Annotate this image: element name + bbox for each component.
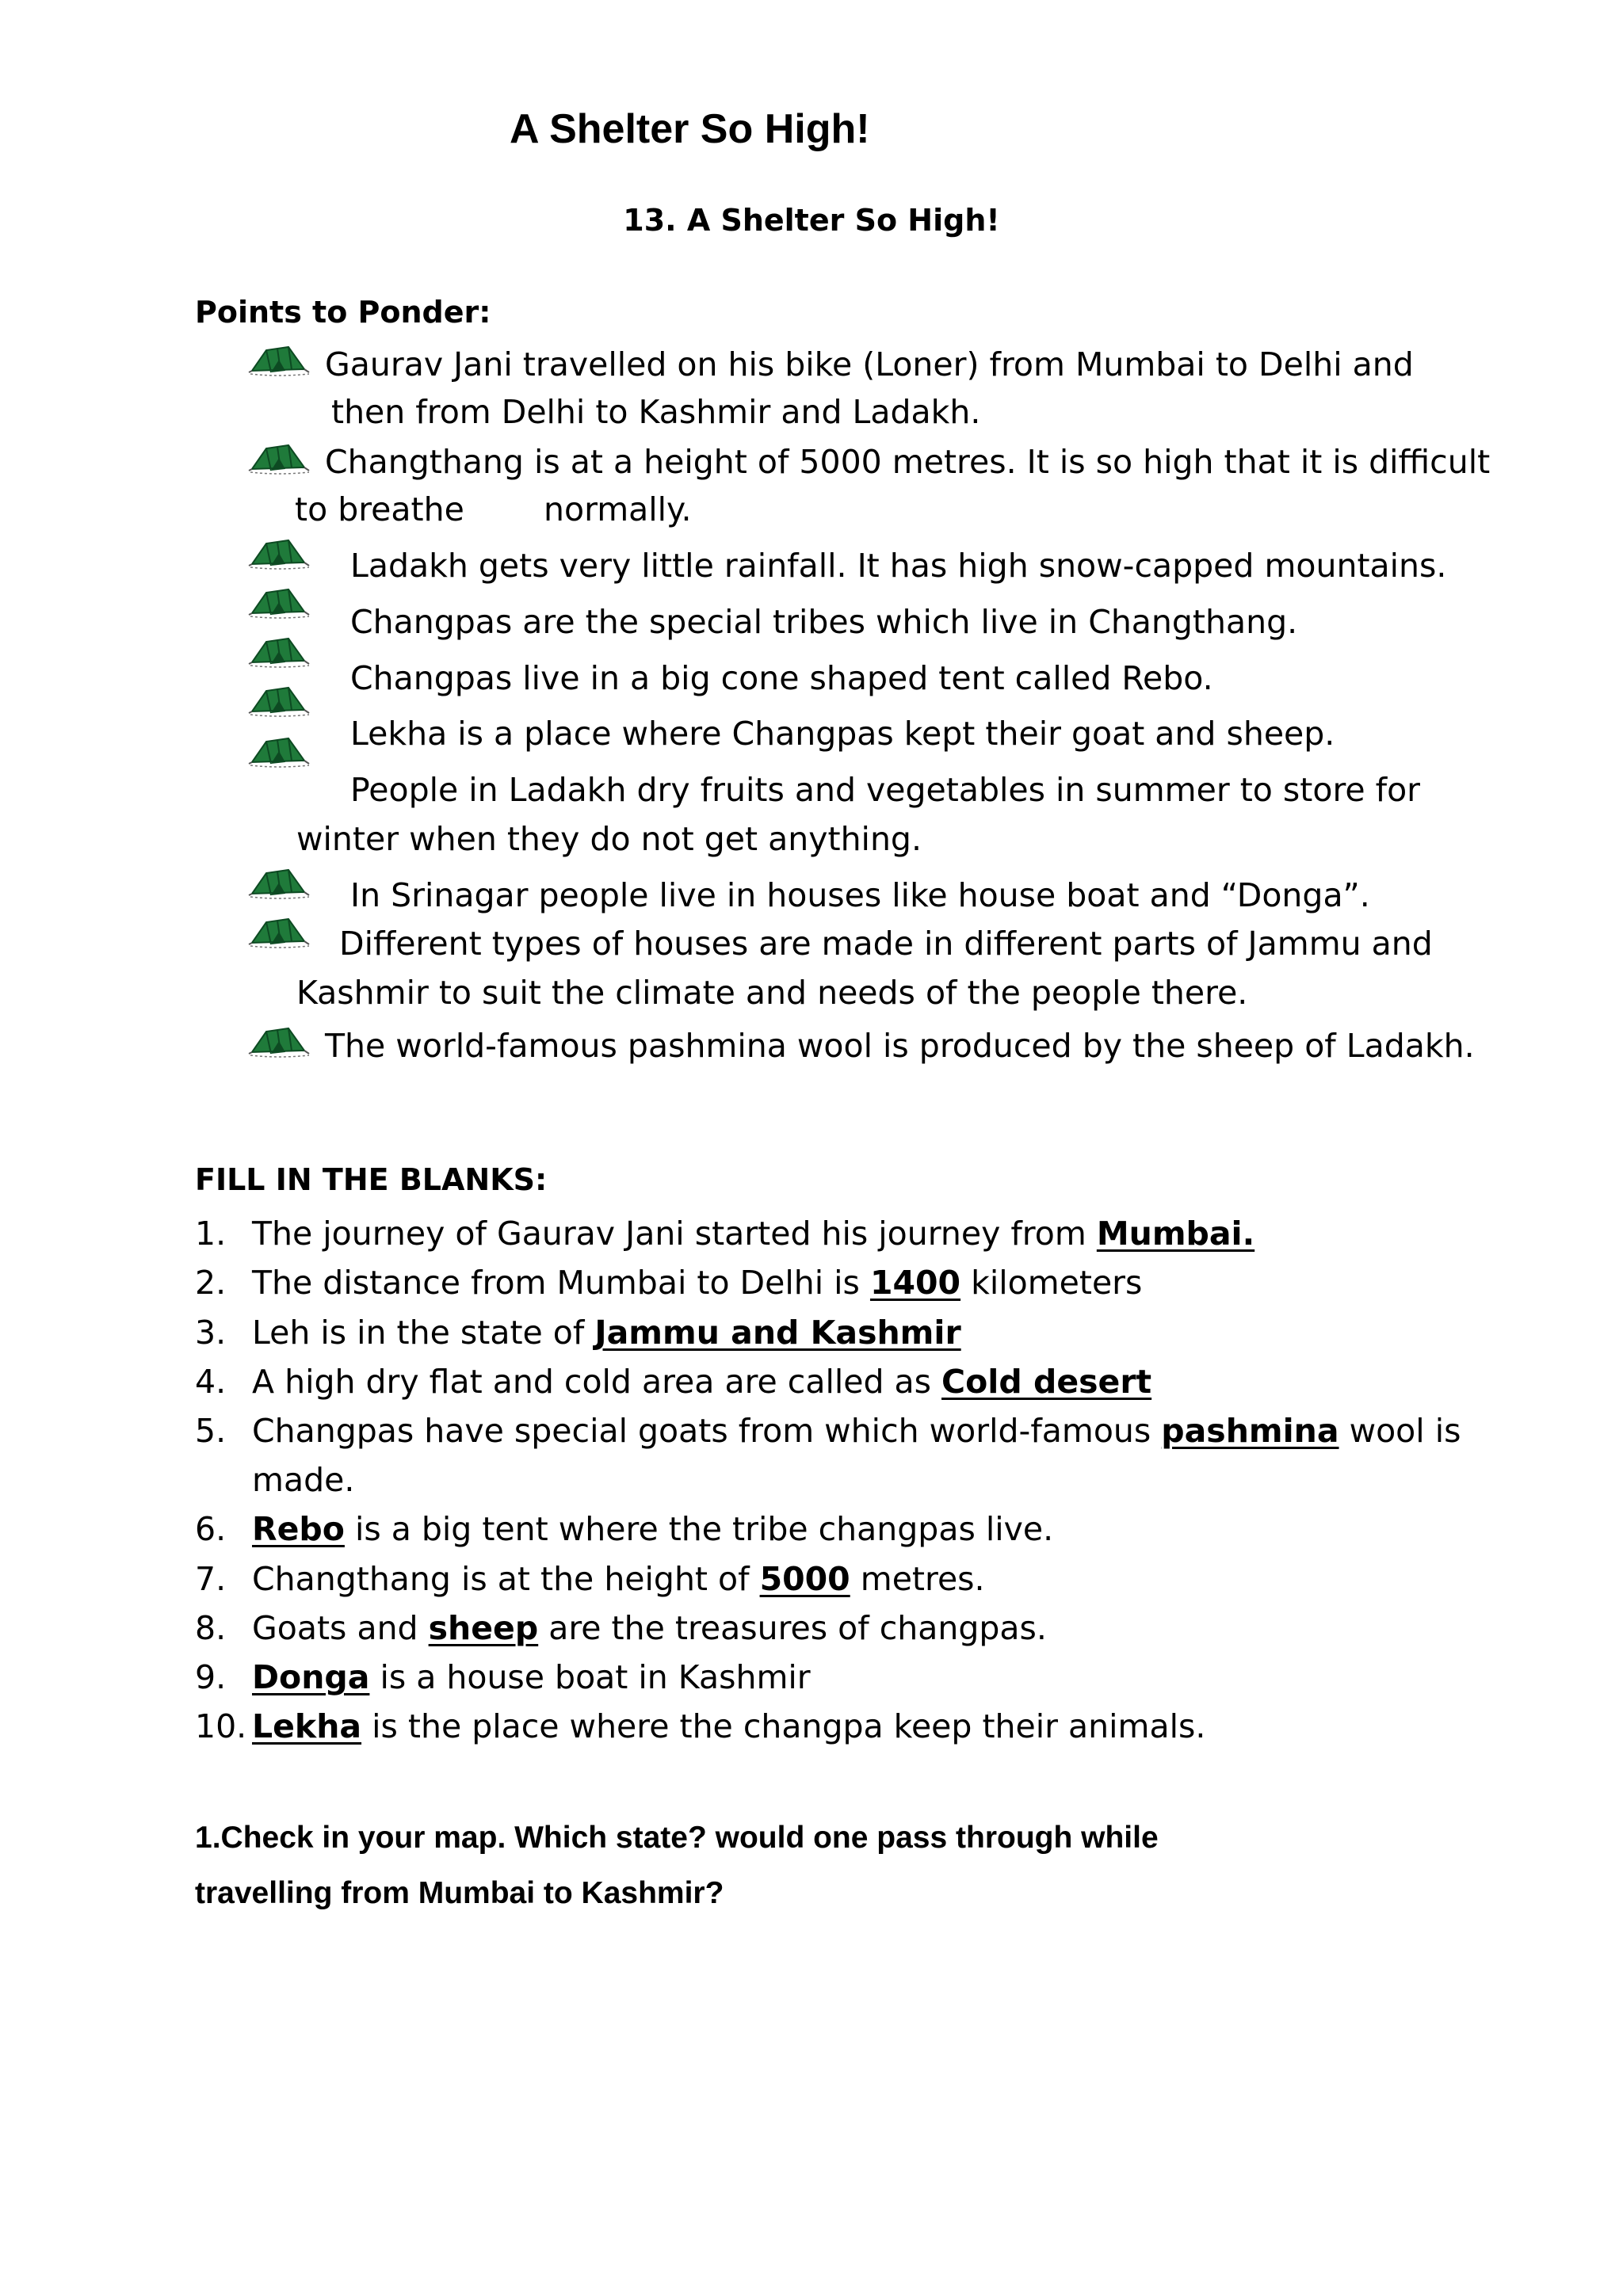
map-question-line-1: 1.Check in your map. Which state? would one pass through while <box>195 1821 1159 1855</box>
tent-icon <box>247 342 311 379</box>
tent-icon <box>247 683 311 719</box>
map-question-line-2: travelling from Mumbai to Kashmir? <box>195 1876 724 1910</box>
blank-answer: Jammu and Kashmir <box>594 1314 961 1352</box>
ponder-line: Ladakh gets very little rainfall. It has high snow-capped mountains. <box>350 547 1447 585</box>
ponder-line: normally. <box>544 490 692 528</box>
blank-answer: pashmina <box>1161 1412 1339 1450</box>
blank-text: Goats and <box>252 1609 429 1647</box>
tent-icon <box>247 734 311 770</box>
blank-text: kilometers <box>960 1264 1143 1302</box>
tent-icon <box>247 536 311 572</box>
ponder-line: The world-famous pashmina wool is produced by the sheep of Ladakh. <box>325 1027 1475 1065</box>
ponder-line: winter when they do not get anything. <box>296 820 922 858</box>
blank-text: wool is <box>1338 1412 1461 1450</box>
ponder-line: Changthang is at a height of 5000 metres. It is so high that it is difficult <box>325 443 1491 481</box>
blank-text: The journey of Gaurav Jani started his journey from <box>252 1215 1097 1253</box>
ponder-line: In Srinagar people live in houses like house boat and “Donga”. <box>350 876 1370 914</box>
blank-answer: 5000 <box>759 1560 850 1598</box>
blank-text: Changpas have special goats from which world-famous <box>252 1412 1162 1450</box>
blank-number: 6. <box>195 1510 227 1548</box>
ponder-line: Gaurav Jani travelled on his bike (Loner) from Mumbai to Delhi and <box>325 345 1414 383</box>
blank-answer: Lekha <box>252 1707 362 1745</box>
blank-item <box>252 1215 1254 1253</box>
blank-number: 7. <box>195 1560 227 1598</box>
blank-item <box>252 1560 985 1598</box>
blank-item <box>252 1314 961 1352</box>
tent-icon <box>247 441 311 477</box>
tent-icon <box>247 634 311 670</box>
blank-item <box>252 1412 1461 1450</box>
blank-item <box>252 1707 1205 1745</box>
blank-item <box>252 1264 1142 1302</box>
blank-item <box>252 1658 811 1696</box>
document-title: A Shelter So High! <box>510 106 870 152</box>
blank-answer: sheep <box>428 1609 539 1647</box>
blank-text: The distance from Mumbai to Delhi is <box>252 1264 870 1302</box>
ponder-line: then from Delhi to Kashmir and Ladakh. <box>331 393 981 431</box>
blank-number: 5. <box>195 1412 227 1450</box>
blank-text: is a big tent where the tribe changpas live. <box>344 1510 1054 1548</box>
blank-number: 4. <box>195 1363 227 1401</box>
chapter-title: 13. A Shelter So High! <box>623 203 1000 238</box>
blank-number: 9. <box>195 1658 227 1696</box>
blank-number: 2. <box>195 1264 227 1302</box>
blank-number: 1. <box>195 1215 227 1253</box>
tent-icon <box>247 865 311 902</box>
blank-text: metres. <box>850 1560 985 1598</box>
blank-item <box>252 1363 1151 1401</box>
tent-icon <box>247 1024 311 1060</box>
blank-number: 3. <box>195 1314 227 1352</box>
blank-text: A high dry flat and cold area are called as <box>252 1363 942 1401</box>
blank-answer: Rebo <box>252 1510 345 1548</box>
blank-item <box>252 1510 1053 1548</box>
blank-answer: Mumbai. <box>1096 1215 1255 1253</box>
ponder-line: People in Ladakh dry fruits and vegetables in summer to store for <box>350 771 1421 809</box>
ponder-line: Different types of houses are made in different parts of Jammu and <box>339 925 1433 963</box>
blank-number: 8. <box>195 1609 227 1647</box>
ponder-line: to breathe <box>295 490 464 528</box>
ponder-line: Changpas are the special tribes which live in Changthang. <box>350 603 1298 641</box>
blank-text: is the place where the changpa keep their animals. <box>361 1707 1206 1745</box>
blank-text: Changthang is at the height of <box>252 1560 760 1598</box>
blank-answer: Donga <box>252 1658 370 1696</box>
blank-item <box>252 1609 1047 1647</box>
blank-number: 10. <box>195 1707 247 1745</box>
ponder-line: Lekha is a place where Changpas kept their goat and sheep. <box>350 715 1335 753</box>
fill-in-the-blanks-heading: FILL IN THE BLANKS: <box>195 1162 548 1197</box>
blank-text: are the treasures of changpas. <box>538 1609 1047 1647</box>
blank-text: Leh is in the state of <box>252 1314 595 1352</box>
blank-text: is a house boat in Kashmir <box>369 1658 811 1696</box>
blank-item-continuation: made. <box>252 1461 355 1499</box>
blank-answer: Cold desert <box>941 1363 1152 1401</box>
ponder-line: Changpas live in a big cone shaped tent called Rebo. <box>350 659 1213 697</box>
points-to-ponder-heading: Points to Ponder: <box>195 295 491 330</box>
blank-answer: 1400 <box>869 1264 961 1302</box>
ponder-line: Kashmir to suit the climate and needs of the people there. <box>296 974 1248 1012</box>
tent-icon <box>247 914 311 951</box>
tent-icon <box>247 585 311 621</box>
